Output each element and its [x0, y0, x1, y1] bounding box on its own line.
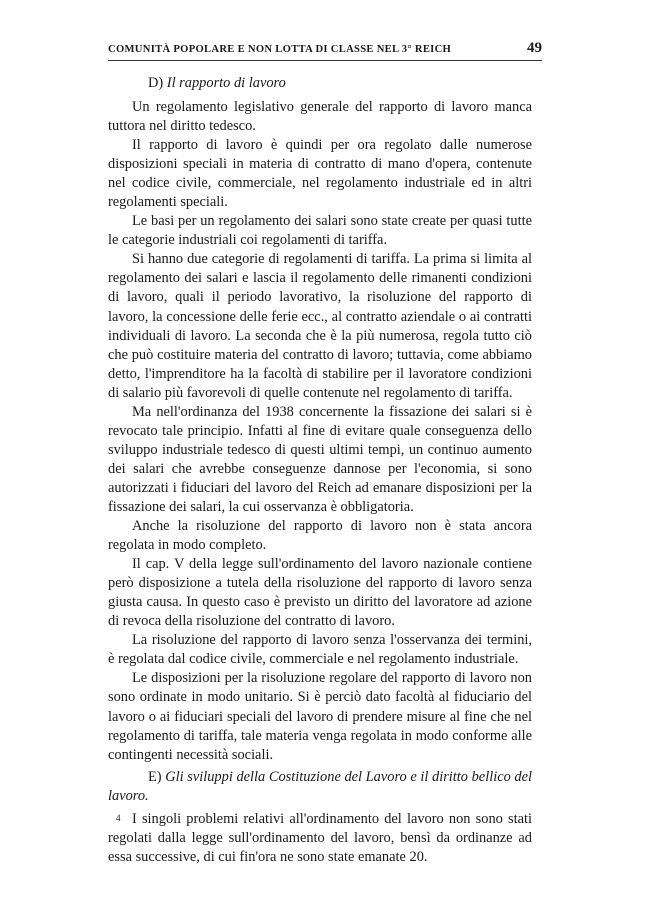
- signature-mark: 4: [116, 813, 121, 823]
- paragraph: Le basi per un regolamento dei salari sono state create per quasi tutte le categorie industriali coi regolamenti di tariffa.: [108, 213, 532, 249]
- paragraph: I singoli problemi relativi all'ordinamento del lavoro non sono stati regolati dalla legge sull'ordinamento del lavoro, bensì da ordinanze ad essa successive, di cui fin'ora ne sono state emanate 20.: [108, 810, 532, 865]
- paragraph: La risoluzione del rapporto di lavoro senza l'osservanza dei termini, è regolata dal codice civile, commerciale e nel regolamento industriale.: [108, 632, 532, 668]
- paragraph: Si hanno due categorie di regolamenti di tariffa. La prima si limita al regolamento dei salari e lascia il regolamento delle rimanenti condizioni di lavoro, quali il periodo lavorativo, la risoluzione del rapporto di lavoro, la concessione delle ferie ecc., al contratto aziendale o ai contratti individuali di lavoro. La seconda che è la più numerosa, regola tutto ciò che può costituire materia del contratto di lavoro; tuttavia, come abbiamo detto, l'imprenditore ha la facoltà di stabilire per il lavoratore condizioni di salario più favorevoli di quelle contenute nel regolamento di tariffa.: [108, 251, 532, 401]
- section-letter-d: D): [148, 75, 164, 91]
- page-header: [108, 40, 542, 57]
- paragraph: Anche la risoluzione del rapporto di lavoro non è stata ancora regolata in modo completo.: [108, 518, 532, 554]
- header-rule: [108, 60, 542, 61]
- paragraph: Un regolamento legislativo generale del rapporto di lavoro manca tuttora nel diritto tedesco.: [108, 99, 532, 135]
- section-heading-d: [148, 74, 532, 93]
- page-number: 49: [527, 40, 542, 56]
- paragraph: Ma nell'ordinanza del 1938 concernente la fissazione dei salari si è revocato tale principio. Infatti al fine di evitare quale conseguenza dello sviluppo industriale tedesco di questi ultimi tempi, un continuo aumento dei salari che avrebbe conseguenze dannose per l'economia, si sono autorizzati i fiduciari del lavoro del Reich ad emanare disposizioni per la fissazione dei salari, la cui osservanza è obbligatoria.: [108, 403, 532, 515]
- section-title-d: Il rapporto di lavoro: [166, 75, 286, 91]
- section-title-e: Gli sviluppi della Costituzione del Lavoro e il diritto bellico del lavoro.: [108, 768, 532, 804]
- paragraph: Le disposizioni per la risoluzione regolare del rapporto di lavoro non sono ordinate in modo unitario. Si è perciò dato facoltà al fiduciario del lavoro o ai fiduciari speciali del lavoro di prendere misure al fine che nel regolamento di tariffa, tale materia venga regolata in modo conforme alle contingenti necessità sociali.: [108, 670, 532, 763]
- running-title: COMUNITÀ POPOLARE E NON LOTTA DI CLASSE NEL 3° REICH: [108, 44, 452, 55]
- section-letter-e: E): [148, 768, 162, 785]
- body-text: [108, 74, 532, 867]
- section-heading-e: [108, 768, 532, 806]
- paragraph: Il cap. V della legge sull'ordinamento del lavoro nazionale contiene però disposizione a tutela della risoluzione del rapporto di lavoro senza giusta causa. In questo caso è previsto un diritto del lavoratore ad azione di revoca della risoluzione del contratto di lavoro.: [108, 556, 532, 630]
- paragraph: Il rapporto di lavoro è quindi per ora regolato dalle numerose disposizioni speciali in materia di contratto di mano d'opera, contenute nel codice civile, commerciale, nel regolamento industriale ed in altri regolamenti speciali.: [108, 137, 532, 211]
